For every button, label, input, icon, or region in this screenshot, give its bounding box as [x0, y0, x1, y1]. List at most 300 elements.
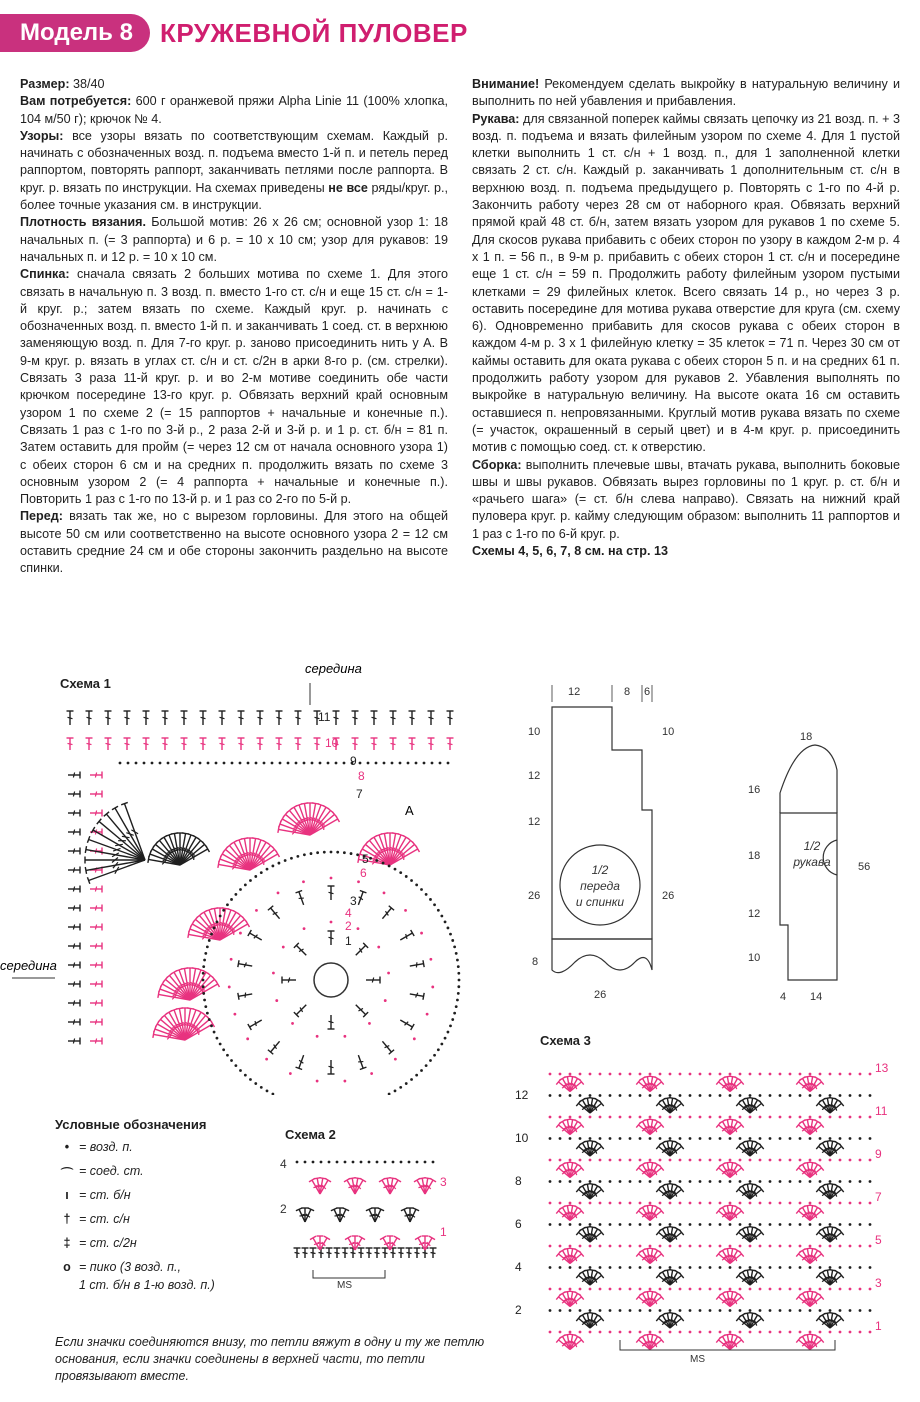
- scheme1-label: Схема 1: [60, 676, 111, 691]
- chain-dot: [440, 915, 443, 918]
- chain-dot: [458, 979, 461, 982]
- chain-dot: [699, 1116, 702, 1119]
- chain-dot: [779, 1288, 782, 1291]
- fan-stitch: [177, 838, 203, 867]
- chain-dot: [213, 1031, 216, 1034]
- chain-dot: [859, 1094, 862, 1097]
- chain-dot: [456, 999, 459, 1002]
- stitch-mark: [143, 711, 150, 725]
- chain-dot: [216, 920, 219, 923]
- stitch-mark: [238, 711, 245, 725]
- need-text: 600 г оранжевой пряжи Alpha Linie 11 (100% хлопка, 104 м/50 г); крючок № 4.: [20, 94, 448, 126]
- chain-dot: [789, 1288, 792, 1291]
- chain-dot: [569, 1266, 572, 1269]
- sleeve-bottom-dim-2: 14: [810, 991, 823, 1003]
- stitch-mark: [428, 711, 435, 725]
- chain-dot: [869, 1159, 872, 1162]
- chain-dot: [849, 1202, 852, 1205]
- scheme2-ms: MS: [337, 1280, 352, 1291]
- ring-stitch: [248, 930, 264, 943]
- chain-dot: [230, 958, 233, 961]
- scheme1-row-number: 3: [350, 894, 357, 908]
- attention-text: Рекомендуем сделать выкройку в натуральную величину и выполнить по ней убавления и прибавления.: [472, 77, 900, 109]
- stitch-mark: [310, 1248, 317, 1258]
- scheme1-middle-left: середина: [0, 958, 57, 973]
- chain-dot: [869, 1137, 872, 1140]
- chain-dot: [849, 1223, 852, 1226]
- chain-dot: [759, 1223, 762, 1226]
- chain-dot: [370, 1072, 373, 1075]
- scheme1-row-number: 4: [345, 906, 352, 920]
- chain-dot: [244, 1074, 247, 1077]
- stitch-mark: [68, 962, 80, 969]
- chain-dot: [579, 1245, 582, 1248]
- chain-dot: [278, 862, 281, 865]
- stitch-mark: [68, 867, 80, 874]
- chain-dot: [689, 1331, 692, 1334]
- stitch-mark: [124, 738, 131, 750]
- chain-dot: [759, 1331, 762, 1334]
- chain-dot: [859, 1223, 862, 1226]
- page-title: КРУЖЕВНОЙ ПУЛОВЕР: [160, 18, 468, 48]
- chain-dot: [739, 1266, 742, 1269]
- chain-dot: [368, 1161, 371, 1164]
- fan-stitch: [182, 1013, 208, 1042]
- stitch-mark: [162, 711, 169, 725]
- chain-dot: [619, 1094, 622, 1097]
- chain-dot: [440, 1043, 443, 1046]
- chain-dot: [829, 1159, 832, 1162]
- chain-dot: [729, 1159, 732, 1162]
- chain-dot: [239, 932, 242, 935]
- stitch-mark: [68, 1000, 80, 1007]
- stitch-mark: [371, 738, 378, 750]
- chain-dot: [689, 1137, 692, 1140]
- chain-dot: [457, 985, 460, 988]
- chain-dot: [689, 1094, 692, 1097]
- chain-dot: [719, 1137, 722, 1140]
- chain-dot: [849, 1137, 852, 1140]
- chain-dot: [679, 1180, 682, 1183]
- chain-dot: [689, 1159, 692, 1162]
- chain-dot: [629, 1137, 632, 1140]
- chain-dot: [709, 1116, 712, 1119]
- chain-dot: [239, 1069, 242, 1072]
- chain-dot: [559, 1223, 562, 1226]
- chain-dot: [360, 1161, 363, 1164]
- chain-dot: [559, 1309, 562, 1312]
- chain-dot: [589, 1202, 592, 1205]
- stitch-mark: [314, 738, 321, 750]
- chain-dot: [799, 1073, 802, 1076]
- chain-dot: [589, 1288, 592, 1291]
- ring-stitch: [294, 943, 309, 958]
- chain-dot: [619, 1331, 622, 1334]
- chain-dot: [271, 865, 274, 868]
- chain-dot: [295, 762, 298, 765]
- chain-dot: [579, 1116, 582, 1119]
- chain-dot: [207, 762, 210, 765]
- chain-dot: [599, 1180, 602, 1183]
- chain-dot: [669, 1116, 672, 1119]
- chain-dot: [709, 1331, 712, 1334]
- chain-dot: [709, 1202, 712, 1205]
- chain-dot: [829, 1331, 832, 1334]
- chain-dot: [669, 1223, 672, 1226]
- chain-dot: [829, 1266, 832, 1269]
- chain-dot: [368, 1022, 371, 1025]
- chain-dot: [629, 1180, 632, 1183]
- treble-crochet-icon: ‡: [63, 1236, 71, 1250]
- chain-dot: [599, 1245, 602, 1248]
- scheme1-row-number: 8: [358, 769, 365, 783]
- chain-dot: [589, 1137, 592, 1140]
- chain-dot: [599, 1073, 602, 1076]
- sleeve-pattern-diagram: [740, 715, 890, 1015]
- chain-dot: [689, 1116, 692, 1119]
- fan-stitch: [387, 838, 413, 867]
- chain-dot: [234, 1064, 237, 1067]
- chain-dot: [609, 1223, 612, 1226]
- chain-dot: [659, 1137, 662, 1140]
- chain-dot: [609, 1331, 612, 1334]
- chain-dot: [449, 1024, 452, 1027]
- chain-dot: [599, 1116, 602, 1119]
- ring-stitch: [238, 990, 253, 999]
- chain-dot: [228, 986, 231, 989]
- chain-dot: [749, 1073, 752, 1076]
- chain-dot: [619, 1116, 622, 1119]
- stitch-mark: [294, 1248, 301, 1258]
- chain-dot: [669, 1073, 672, 1076]
- stitch-mark: [447, 738, 454, 750]
- body-left-dim-3: 12: [528, 816, 541, 828]
- chain-dot: [679, 1288, 682, 1291]
- ray-stitch: [104, 812, 148, 862]
- chain-dot: [709, 1073, 712, 1076]
- legend-text: = пико (3 возд. п.,: [79, 1260, 181, 1274]
- chain-dot: [609, 1288, 612, 1291]
- chain-dot: [809, 1245, 812, 1248]
- chain-dot: [629, 1094, 632, 1097]
- chain-dot: [859, 1202, 862, 1205]
- chain-dot: [809, 1073, 812, 1076]
- chain-dot: [559, 1116, 562, 1119]
- chain-dot: [451, 939, 454, 942]
- chain-dot: [829, 1245, 832, 1248]
- double-crochet-icon: †: [63, 1212, 71, 1226]
- scheme2-diagram: [275, 1148, 465, 1293]
- stitch-mark: [200, 738, 207, 750]
- chain-dot: [415, 1074, 418, 1077]
- chain-dot: [619, 1159, 622, 1162]
- scheme1-row-number: 9: [350, 754, 357, 768]
- chain-dot: [629, 1202, 632, 1205]
- chain-dot: [579, 1094, 582, 1097]
- chain-dot: [569, 1331, 572, 1334]
- chain-dot: [799, 1159, 802, 1162]
- stitch-mark: [105, 738, 112, 750]
- chain-dot: [335, 762, 338, 765]
- chain-dot: [431, 986, 434, 989]
- chain-dot: [249, 879, 252, 882]
- chain-dot: [819, 1309, 822, 1312]
- chain-dot: [869, 1331, 872, 1334]
- chain-dot: [869, 1288, 872, 1291]
- chain-dot: [457, 972, 460, 975]
- chain-dot: [447, 927, 450, 930]
- chain-dot: [394, 1058, 397, 1061]
- stitch-mark: [68, 810, 80, 817]
- stitch-mark: [67, 711, 74, 725]
- chain-dot: [809, 1202, 812, 1205]
- chain-dot: [316, 1035, 319, 1038]
- chain-dot: [789, 1180, 792, 1183]
- chain-dot: [415, 762, 418, 765]
- chain-dot: [367, 762, 370, 765]
- chain-dot: [839, 1180, 842, 1183]
- chain-dot: [679, 1202, 682, 1205]
- chain-dot: [383, 891, 386, 894]
- chain-dot: [749, 1137, 752, 1140]
- chain-dot: [375, 859, 378, 862]
- chain-dot: [415, 883, 418, 886]
- stitch-mark: [68, 886, 80, 893]
- chain-dot: [759, 1159, 762, 1162]
- chain-dot: [599, 1309, 602, 1312]
- chain-dot: [659, 1180, 662, 1183]
- chain-dot: [589, 1159, 592, 1162]
- chain-dot: [679, 1223, 682, 1226]
- chain-dot: [303, 927, 306, 930]
- chain-dot: [779, 1137, 782, 1140]
- chain-dot: [779, 1266, 782, 1269]
- stitch-mark: [68, 791, 80, 798]
- ring-stitch: [409, 990, 424, 999]
- motif-center-ring: [314, 963, 348, 997]
- chain-dot: [799, 1331, 802, 1334]
- chain-dot: [429, 1059, 432, 1062]
- chain-dot: [316, 851, 319, 854]
- chain-dot: [819, 1202, 822, 1205]
- chain-dot: [549, 1116, 552, 1119]
- chain-dot: [659, 1116, 662, 1119]
- body-left-dim-4: 26: [528, 890, 541, 902]
- chain-dot: [659, 1223, 662, 1226]
- chain-dot: [649, 1331, 652, 1334]
- chain-dot: [312, 1161, 315, 1164]
- back-text: сначала связать 2 больших мотива по схеме 1. Для этого связать в начальную п. 3 возд. п. вместо 1-го ст. с/н и еще 15 ст. с/н = 1-й круг. р.; затем вязать по схеме. Каждый круг. р. начинать с обозначенных возд. п. вместо 1-й п. и заканчивать 1 соед. ст. в верхнюю заменяющую возд. п. Для 7-го круг. р. заново присоединить нить у А. В 9-м круг. р. вязать в углах ст. с/н и ст. с/2н в арки 8-го р. (см. стрелки). Связать 3 раза 11-й круг. р. и во 2-м мотиве соединить обе части крючком посередине 13-го круг. р. Обвязать верхний край основным узором 1 по схеме 2 (= 15 раппортов + начальные и конечные п.). Связать 1 раз с 1-го по 3-й р., 2 раза 2-й и 3-й р. и 1 р. ст. б/н = 81 п. Затем оставить для пройм (= через 12 см от начала основного узора 1) с обеих сторон 6 см и на средних п. продолжить вязать по схеме 3 основным узором 2 (= 4 раппорта + начальные и конечные п.). Повторить 1 раз с 1-го по 13-й р. и 1 раз со 2-го по 5-й р.: [20, 267, 448, 507]
- schemes-reference: Схемы 4, 5, 6, 7, 8 см. на стр. 13: [472, 544, 669, 559]
- chain-dot: [589, 1073, 592, 1076]
- chain-dot: [819, 1245, 822, 1248]
- chain-dot: [203, 959, 206, 962]
- chain-dot: [749, 1288, 752, 1291]
- chain-dot: [599, 1223, 602, 1226]
- chain-dot: [769, 1245, 772, 1248]
- chain-dot: [679, 1116, 682, 1119]
- chain-dot: [799, 1223, 802, 1226]
- stitch-mark: [302, 1248, 309, 1258]
- instructions-left: [20, 76, 448, 578]
- chain-dot: [455, 952, 458, 955]
- chain-dot: [729, 1073, 732, 1076]
- stitch-mark: [295, 738, 302, 750]
- chain-dot: [296, 855, 299, 858]
- picot-icon: ο: [63, 1260, 71, 1274]
- chain-dot: [549, 1180, 552, 1183]
- chain-dot: [589, 1266, 592, 1269]
- chain-dot: [559, 1094, 562, 1097]
- chain-dot: [869, 1094, 872, 1097]
- chain-dot: [392, 1161, 395, 1164]
- sleeve-left-dim-3: 12: [748, 908, 761, 920]
- chain-dot: [769, 1288, 772, 1291]
- chain-dot: [799, 1266, 802, 1269]
- chain-dot: [375, 762, 378, 765]
- chain-dot: [444, 1037, 447, 1040]
- chain-dot: [208, 939, 211, 942]
- chain-dot: [199, 762, 202, 765]
- attention-label: Внимание!: [472, 77, 540, 91]
- chain-dot: [849, 1331, 852, 1334]
- stitch-mark: [238, 738, 245, 750]
- chain-dot: [451, 1018, 454, 1021]
- chain-dot: [359, 762, 362, 765]
- chain-dot: [559, 1180, 562, 1183]
- chain-dot: [319, 762, 322, 765]
- chain-dot: [222, 909, 225, 912]
- stitch-mark: [124, 711, 131, 725]
- chain-dot: [789, 1094, 792, 1097]
- chain-dot: [659, 1309, 662, 1312]
- chain-dot: [669, 1288, 672, 1291]
- chain-dot: [789, 1202, 792, 1205]
- size-label: Размер:: [20, 77, 70, 91]
- legend-text: = ст. с/н: [79, 1212, 130, 1226]
- chain-dot: [609, 1309, 612, 1312]
- chain-dot: [433, 1054, 436, 1057]
- body-center-line-3: и спинки: [575, 895, 625, 909]
- stitch-mark: [409, 738, 416, 750]
- chain-dot: [263, 762, 266, 765]
- chain-dot: [709, 1180, 712, 1183]
- ring-stitch: [328, 931, 335, 945]
- stitch-mark: [90, 962, 102, 969]
- chain-dot: [219, 1043, 222, 1046]
- chain-dot: [619, 1266, 622, 1269]
- scheme1-row-number: 6: [360, 866, 367, 880]
- body-left-dim-1: 10: [528, 726, 541, 738]
- chain-dot: [659, 1331, 662, 1334]
- patterns-text: все узоры вязать по соответствующим схемам. Каждый р. начинать с обозначенных возд. п. подъема вместо 1-й п. и петель перед раппортом, повторять раппорт, заканчивать петлями после раппорта. В круг. р. вязать по инструкции. На схемах приведены: [20, 128, 448, 195]
- chain-dot: [839, 1137, 842, 1140]
- sleeve-center-line-2: рукава: [793, 855, 831, 869]
- chain-dot: [569, 1309, 572, 1312]
- chain-dot: [759, 1245, 762, 1248]
- chain-dot: [719, 1073, 722, 1076]
- chain-dot: [400, 1161, 403, 1164]
- ring-stitch: [268, 906, 282, 921]
- stitch-mark: [409, 711, 416, 725]
- chain-dot: [579, 1137, 582, 1140]
- chain-dot: [769, 1073, 772, 1076]
- stitch-mark: [352, 738, 359, 750]
- chain-dot: [599, 1288, 602, 1291]
- chain-dot: [649, 1116, 652, 1119]
- chain-dot: [789, 1073, 792, 1076]
- ring-stitch: [355, 890, 366, 906]
- chain-dot: [649, 1073, 652, 1076]
- chain-dot: [609, 1137, 612, 1140]
- chain-dot: [869, 1223, 872, 1226]
- scheme1-row-number: 11: [318, 710, 331, 724]
- stitch-mark: [68, 924, 80, 931]
- stitch-mark: [90, 905, 102, 912]
- chain-dot: [709, 1245, 712, 1248]
- chain-dot: [255, 909, 258, 912]
- chain-dot: [809, 1223, 812, 1226]
- stitch-mark: [390, 711, 397, 725]
- sleeves-label: Рукава:: [472, 111, 520, 126]
- stitch-mark: [86, 738, 93, 750]
- chain-dot: [649, 1159, 652, 1162]
- chain-dot: [739, 1116, 742, 1119]
- sleeve-center-line-1: 1/2: [803, 839, 821, 853]
- chain-dot: [619, 1180, 622, 1183]
- chain-dot: [809, 1137, 812, 1140]
- chain-dot: [719, 1116, 722, 1119]
- chain-dot: [819, 1331, 822, 1334]
- stitch-mark: [68, 848, 80, 855]
- chain-dot: [609, 1266, 612, 1269]
- body-top-dim-3: 6: [644, 686, 651, 698]
- chain-dot: [384, 999, 387, 1002]
- legend-text: = соед. ст.: [79, 1164, 144, 1178]
- chain-dot: [749, 1094, 752, 1097]
- chain-dot: [639, 1288, 642, 1291]
- chain-dot: [619, 1073, 622, 1076]
- chain-dot: [639, 1245, 642, 1248]
- chain-dot: [619, 1137, 622, 1140]
- chain-dot: [709, 1288, 712, 1291]
- stitch-mark: [257, 738, 264, 750]
- chain-dot: [204, 952, 207, 955]
- chain-dot: [233, 1013, 236, 1016]
- chain-dot: [424, 1161, 427, 1164]
- chain-dot: [589, 1223, 592, 1226]
- legend-title: Условные обозначения: [55, 1117, 207, 1132]
- chain-dot: [739, 1202, 742, 1205]
- stitch-mark: [68, 943, 80, 950]
- chain-dot: [639, 1073, 642, 1076]
- stitch-mark: [68, 772, 80, 779]
- chain-dot: [549, 1094, 552, 1097]
- chain-dot: [291, 1022, 294, 1025]
- chain-dot: [609, 1073, 612, 1076]
- chain-dot: [629, 1223, 632, 1226]
- chain-dot: [279, 762, 282, 765]
- ring-stitch: [282, 977, 296, 984]
- chain-dot: [679, 1073, 682, 1076]
- fan-stitch: [187, 973, 213, 1002]
- chain-dot: [809, 1116, 812, 1119]
- chain-dot: [699, 1223, 702, 1226]
- chain-dot: [769, 1202, 772, 1205]
- chain-dot: [709, 1137, 712, 1140]
- chain-dot: [659, 1266, 662, 1269]
- chain-dot: [569, 1245, 572, 1248]
